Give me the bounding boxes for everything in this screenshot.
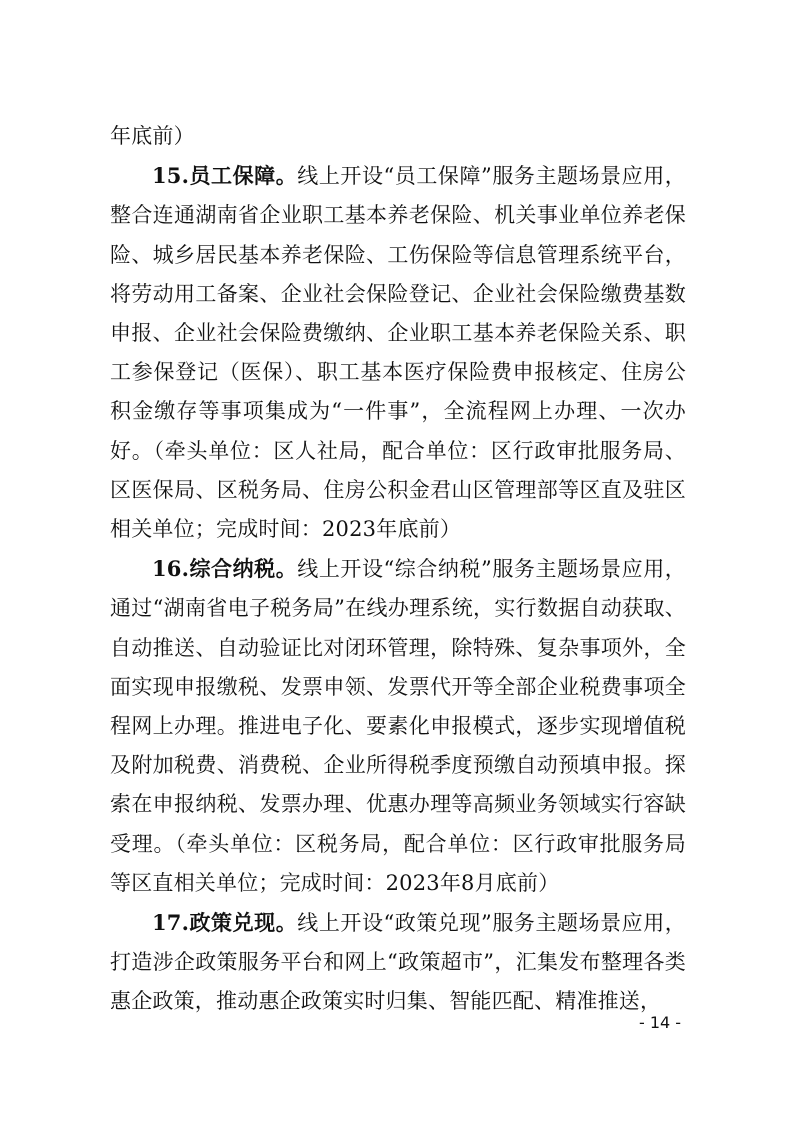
paragraph-text: 线上开设“员工保障”服务主题场景应用，整合连通湖南省企业职工基本养老保险、机关事业单位养老保险、城乡居民基本养老保险、工伤保险等信息管理系统平台，将劳动用工备案、企业社会保险登记、企业社会保险缴费基数申报、企业社会保险费缴纳、企业职工基本养老保险关系、职工参保登记（医保）、职工基本医疗保险费申报核定、住房公积金缴存等事项集成为“一件事”，全流程网上办理、一次办好。（牵头单位：区人社局，配合单位：区行政审批服务局、区医保局、区税务局、住房公积金君山区管理部等区直及驻区相关单位；完成时间：2023年底前） xyxy=(110,164,686,542)
paragraph-policy-fulfillment xyxy=(110,903,686,1022)
paragraph-heading: 17.政策兑现。 xyxy=(152,910,298,936)
paragraph-employee-security xyxy=(110,156,686,549)
paragraph-heading: 16.综合纳税。 xyxy=(152,556,298,582)
paragraph-continuation xyxy=(110,117,686,156)
paragraph-text: 年底前） xyxy=(110,124,195,148)
paragraph-text: 线上开设“政策兑现”服务主题场景应用，打造涉企政策服务平台和网上“政策超市”，汇集发布整理各类惠企政策，推动惠企政策实时归集、智能匹配、精准推送， xyxy=(110,911,686,1014)
paragraph-heading: 15.员工保障。 xyxy=(152,163,298,189)
document-body xyxy=(110,117,686,1022)
paragraph-text: 线上开设“综合纳税”服务主题场景应用，通过“湖南省电子税务局”在线办理系统，实行数据自动获取、自动推送、自动验证比对闭环管理，除特殊、复杂事项外，全面实现申报缴税、发票申领、发票代开等全部企业税费事项全程网上办理。推进电子化、要素化申报模式，逐步实现增值税及附加税费、消费税、企业所得税季度预缴自动预填申报。探索在申报纳税、发票办理、优惠办理等高频业务领域实行容缺受理。（牵头单位：区税务局，配合单位：区行政审批服务局等区直相关单位；完成时间：2023年8月底前） xyxy=(110,557,686,895)
page-number: - 14 - xyxy=(638,1013,682,1032)
paragraph-comprehensive-tax xyxy=(110,549,686,903)
